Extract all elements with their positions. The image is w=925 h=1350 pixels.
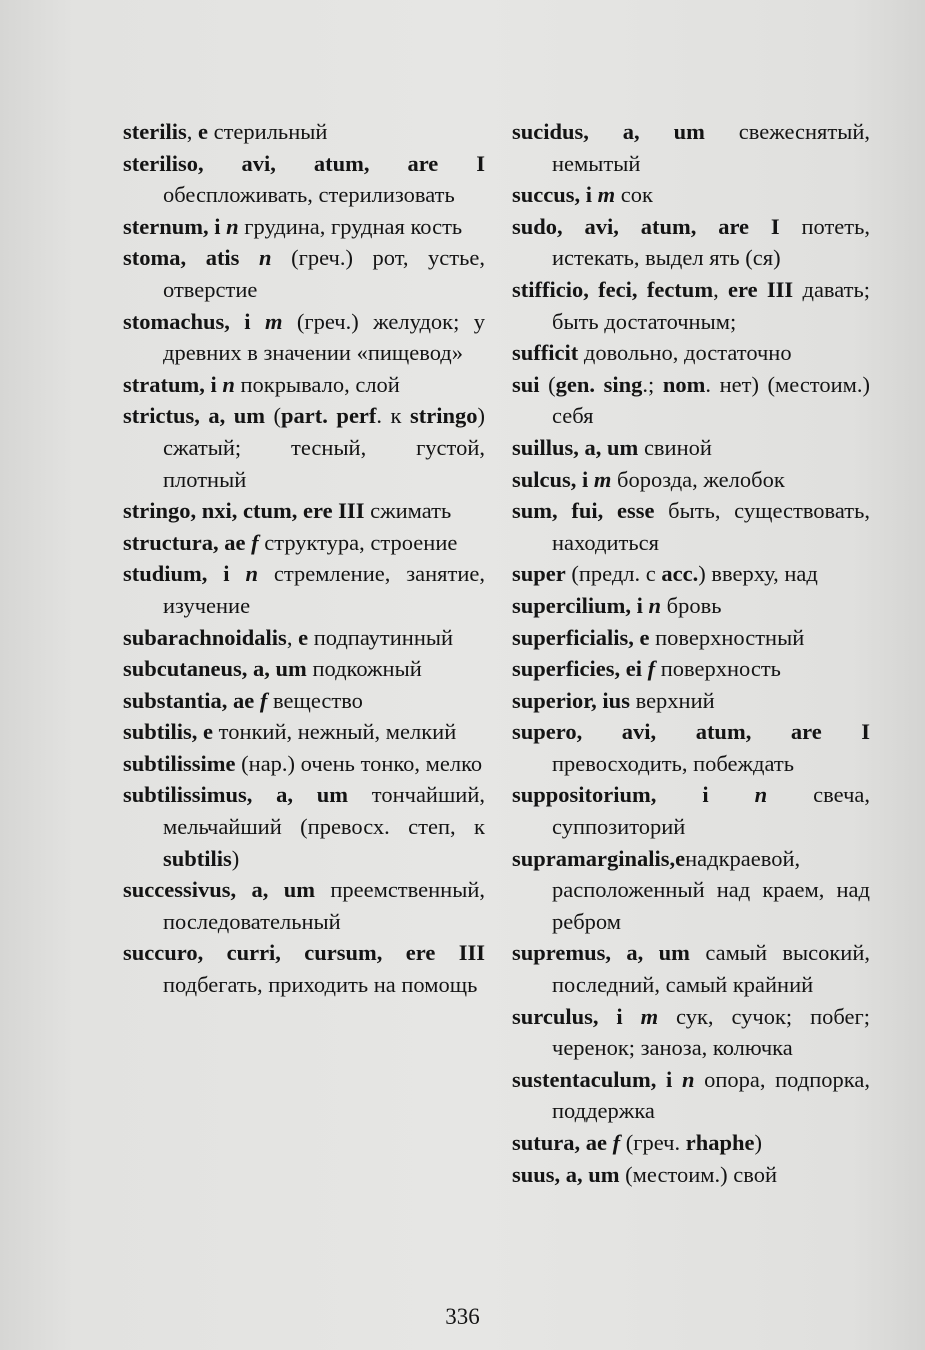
definition-text: ) [754,1130,762,1155]
headword-text: supero, avi, atum, are I [512,719,870,745]
dictionary-entry [123,685,485,717]
definition-text: сок [615,182,653,208]
dictionary-entry [512,843,870,938]
headword-text: succus, i [512,182,598,208]
dictionary-entry [512,1064,870,1127]
grammar-mark: n [648,592,661,618]
grammar-mark: f [612,1130,621,1155]
headword-text: part. perf [281,403,377,429]
definition-text: преемственный, последовательный [163,877,485,934]
dictionary-entry [512,495,870,558]
definition-text: обеспложивать, стерилизовать [163,182,455,208]
headword-text: stoma, atis [123,245,260,271]
dictionary-entry [123,558,485,621]
page-number: 336 [445,1304,480,1329]
headword-text: successivus, a, um [123,877,315,903]
headword-text: substantia, ae [123,687,260,713]
grammar-mark: m [593,466,612,492]
grammar-mark: n [226,213,239,239]
grammar-mark: m [640,1003,659,1029]
headword-text: suus, a, um [512,1161,620,1187]
headword-text: succuro, curri, cursum, ere III [123,940,485,966]
definition-text: надкраевой, расположенный над краем, над ребром [552,845,870,934]
grammar-mark: m [597,182,616,208]
headword-text: sutura, ae [512,1130,613,1155]
definition-text: стремление, занятие, изучение [163,561,485,618]
headword-text: subtilis, e [123,719,214,745]
dictionary-entry [123,369,485,401]
definition-text: ) сжатый; тесный, густой, плотный [163,403,486,492]
definition-text: свежеснятый, немытый [552,119,870,176]
dictionary-entry [512,337,870,369]
dictionary-entry [123,874,485,937]
dictionary-entry [512,685,870,717]
grammar-mark: f [251,529,259,555]
headword-text: gen. sing [555,371,643,397]
headword-text: sudo, avi, atum, are I [512,213,780,239]
dictionary-entry [512,211,870,274]
headword-text: steriliso, avi, atum, are I [123,150,485,176]
headword-text: subtilissimus, a, um [123,782,349,808]
grammar-mark: n [245,561,258,587]
dictionary-entry [123,495,485,527]
left-column [123,116,485,1001]
definition-text: верхний [629,687,715,713]
headword-text: superficialis, e [512,624,650,650]
headword-text: stringo [410,403,478,429]
definition-text: структура, строение [258,529,458,555]
definition-text: тонкий, нежный, мелкий [213,719,457,745]
definition-text: грудина, грудная кость [238,213,463,239]
definition-text: , [713,276,729,302]
headword-text: stringo, nxi, ctum, ere III [123,498,365,524]
definition-text: (предл. с [565,561,662,587]
grammar-mark: n [754,782,768,808]
definition-text: свиной [638,434,712,460]
definition-text: (греч. [620,1130,686,1155]
headword-text: studium, i [123,561,246,587]
dictionary-entry [512,622,870,654]
definition-text: подбегать, приходить на помощь [163,972,478,998]
dictionary-entry [123,748,485,780]
headword-text: supremus, a, um [512,940,690,966]
dictionary-entry [123,211,485,243]
headword-text: acc. [661,561,699,587]
dictionary-entry [123,148,485,211]
definition-text: .; [642,371,663,397]
definition-text: бровь [661,592,722,618]
headword-text: strictus, a, um [123,403,266,429]
definition-text: подпаутинный [308,624,454,650]
definition-text: ) [231,845,240,871]
headword-text: super [512,561,566,587]
grammar-mark: f [647,656,656,682]
dictionary-entry [123,400,485,495]
dictionary-entry [123,622,485,654]
definition-text: подкожный [306,656,422,682]
dictionary-entry [512,937,870,1000]
headword-text: structura, ae [123,529,252,555]
definition-text: быть, существовать, находиться [552,498,870,555]
definition-text: ( [265,403,282,429]
definition-text: , [286,624,299,650]
definition-text: сжимать [364,498,452,524]
headword-text: nom [662,371,706,397]
headword-text: sufficit [512,340,579,366]
grammar-mark: n [222,371,235,397]
headword-text: superior, ius [512,687,630,713]
headword-text: sterilis [123,119,187,144]
headword-text: sulcus, i [512,466,594,492]
definition-text: тончайший, мельчайший (превосх. степ, к [163,782,486,840]
headword-text: e [298,624,309,650]
headword-text: sum, fui, esse [512,498,655,524]
grammar-mark: n [259,245,272,271]
dictionary-entry [123,242,485,305]
headword-text: subcutaneus, a, um [123,656,307,682]
headword-text: surculus, i [512,1003,641,1029]
definition-text: (нар.) очень тонко, мелко [235,750,483,776]
headword-text: suillus, a, um [512,434,639,460]
headword-text: ere III [728,276,794,302]
headword-text: subarachnoidalis [123,624,287,650]
headword-text: subtilissime [123,750,236,776]
headword-text: suppositorium, i [512,782,755,808]
definition-text: . нет) (местоим.) себя [552,371,870,429]
headword-text: sui [512,371,540,397]
definition-text: свеча, суппозиторий [552,782,870,840]
definition-text: довольно, достаточно [578,340,792,366]
headword-text: e [197,119,208,144]
definition-text: покрывало, слой [234,371,400,397]
dictionary-entry [123,653,485,685]
dictionary-entry [512,590,870,622]
dictionary-entry [512,653,870,685]
definition-text: , [186,119,198,144]
grammar-mark: m [264,308,283,334]
headword-text: rhaphe [685,1130,755,1155]
definition-text: самый высокий, последний, самый крайний [552,940,871,998]
dictionary-entry [512,1001,870,1064]
dictionary-entry [512,716,870,779]
dictionary-entry [512,1127,870,1159]
definition-text: . к [376,403,411,429]
headword-text: stratum, i [123,371,223,397]
definition-text: ( [539,371,556,397]
dictionary-entry [512,274,870,337]
dictionary-entry [123,306,485,369]
headword-text: supramarginalis,e [512,845,686,871]
dictionary-entry [123,527,485,559]
headword-text: subtilis [163,845,232,871]
definition-text: давать; быть достаточным; [552,276,871,334]
grammar-mark: n [681,1066,695,1092]
dictionary-entry [512,116,870,179]
definition-text: (греч.) рот, устье, отверстие [163,245,485,302]
definition-text: потеть, истекать, выдел ять (ся) [552,213,870,271]
dictionary-entry [512,464,870,496]
dictionary-entry [123,716,485,748]
definition-text: борозда, желобок [611,466,785,492]
grammar-mark: f [259,687,268,713]
dictionary-entry [512,432,870,464]
definition-text: вещество [267,687,363,713]
definition-text: превосходить, побеждать [552,750,794,776]
definition-text: стерильный [207,119,328,144]
headword-text: stifficio, feci, fectum [512,276,714,302]
dictionary-entry [512,558,870,590]
headword-text: superficies, ei [512,656,648,682]
right-column [512,116,870,1190]
definition-text: сук, сучок; побег; черенок; заноза, колючка [552,1003,871,1061]
dictionary-entry [123,116,485,148]
definition-text: (местоим.) свой [619,1161,777,1187]
headword-text: stomachus, i [123,308,265,334]
headword-text: sustentaculum, i [512,1066,682,1092]
dictionary-entry [512,369,870,432]
definition-text: опора, подпорка, поддержка [552,1066,870,1124]
dictionary-entry [512,179,870,211]
headword-text: sucidus, a, um [512,119,705,144]
dictionary-entry [512,1159,870,1191]
dictionary-entry [512,779,870,842]
definition-text: поверхность [655,656,781,682]
dictionary-entry [123,779,485,874]
definition-text: ) вверху, над [698,561,818,587]
headword-text: sternum, i [123,213,227,239]
definition-text: (греч.) желудок; у древних в значении «пищевод» [163,308,485,366]
dictionary-entry [123,937,485,1000]
headword-text: supercilium, i [512,592,649,618]
definition-text: поверхностный [649,624,805,650]
